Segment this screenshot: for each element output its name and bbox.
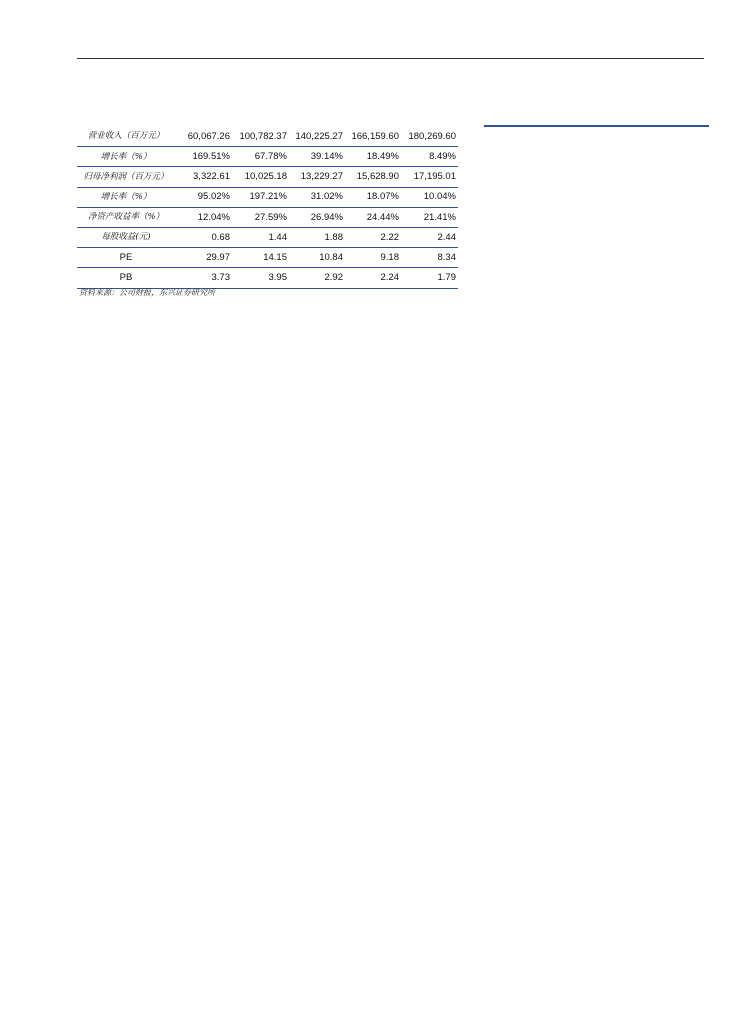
table-row bbox=[77, 167, 458, 187]
sidebar-rule bbox=[484, 125, 709, 127]
row-label: 营业收入（百万元） bbox=[77, 127, 175, 147]
table-cell: 1.79 bbox=[401, 268, 458, 288]
table-cell: 18.07% bbox=[345, 187, 401, 207]
table-cell: 3.73 bbox=[175, 268, 232, 288]
table-row bbox=[77, 207, 458, 227]
table-cell: 10.04% bbox=[401, 187, 458, 207]
table-cell: 18.49% bbox=[345, 147, 401, 167]
table-cell: 166,159.60 bbox=[345, 127, 401, 147]
table-row bbox=[77, 268, 458, 288]
table-cell: 10,025.18 bbox=[232, 167, 289, 187]
row-label: 归母净利润（百万元） bbox=[77, 167, 175, 187]
table-cell: 60,067.26 bbox=[175, 127, 232, 147]
table-cell: 17,195.01 bbox=[401, 167, 458, 187]
table-cell: 9.18 bbox=[345, 248, 401, 268]
table-cell: 39.14% bbox=[289, 147, 345, 167]
table-cell: 67.78% bbox=[232, 147, 289, 167]
table-cell: 2.44 bbox=[401, 227, 458, 247]
table-cell: 8.34 bbox=[401, 248, 458, 268]
table-cell: 95.02% bbox=[175, 187, 232, 207]
table-cell: 14.15 bbox=[232, 248, 289, 268]
table-cell: 140,225.27 bbox=[289, 127, 345, 147]
table-cell: 15,628.90 bbox=[345, 167, 401, 187]
table-cell: 13,229.27 bbox=[289, 167, 345, 187]
table-cell: 3,322.61 bbox=[175, 167, 232, 187]
header-rule bbox=[77, 58, 704, 59]
row-label: PB bbox=[77, 268, 175, 288]
row-label: 每股收益(元) bbox=[77, 227, 175, 247]
table-cell: 12.04% bbox=[175, 207, 232, 227]
table-cell: 100,782.37 bbox=[232, 127, 289, 147]
row-label: PE bbox=[77, 248, 175, 268]
row-label: 净资产收益率（%） bbox=[77, 207, 175, 227]
table-cell: 2.92 bbox=[289, 268, 345, 288]
table-cell: 2.22 bbox=[345, 227, 401, 247]
table-row bbox=[77, 187, 458, 207]
table-cell: 1.44 bbox=[232, 227, 289, 247]
table-cell: 26.94% bbox=[289, 207, 345, 227]
row-label: 增长率（%） bbox=[77, 187, 175, 207]
table-cell: 31.02% bbox=[289, 187, 345, 207]
table-cell: 0.68 bbox=[175, 227, 232, 247]
table-cell: 197.21% bbox=[232, 187, 289, 207]
table-row bbox=[77, 248, 458, 268]
table-cell: 8.49% bbox=[401, 147, 458, 167]
table-row bbox=[77, 127, 458, 147]
table-cell: 21.41% bbox=[401, 207, 458, 227]
row-label: 增长率（%） bbox=[77, 147, 175, 167]
table-cell: 1.88 bbox=[289, 227, 345, 247]
table-row bbox=[77, 227, 458, 247]
table-cell: 10.84 bbox=[289, 248, 345, 268]
table-cell: 29.97 bbox=[175, 248, 232, 268]
source-note: 资料来源：公司财报，东兴证券研究所 bbox=[79, 288, 215, 297]
financial-forecast-table bbox=[77, 127, 458, 289]
table-cell: 27.59% bbox=[232, 207, 289, 227]
table-cell: 3.95 bbox=[232, 268, 289, 288]
table-cell: 2.24 bbox=[345, 268, 401, 288]
table-cell: 169.51% bbox=[175, 147, 232, 167]
table-row bbox=[77, 147, 458, 167]
table-cell: 180,269.60 bbox=[401, 127, 458, 147]
table-cell: 24.44% bbox=[345, 207, 401, 227]
